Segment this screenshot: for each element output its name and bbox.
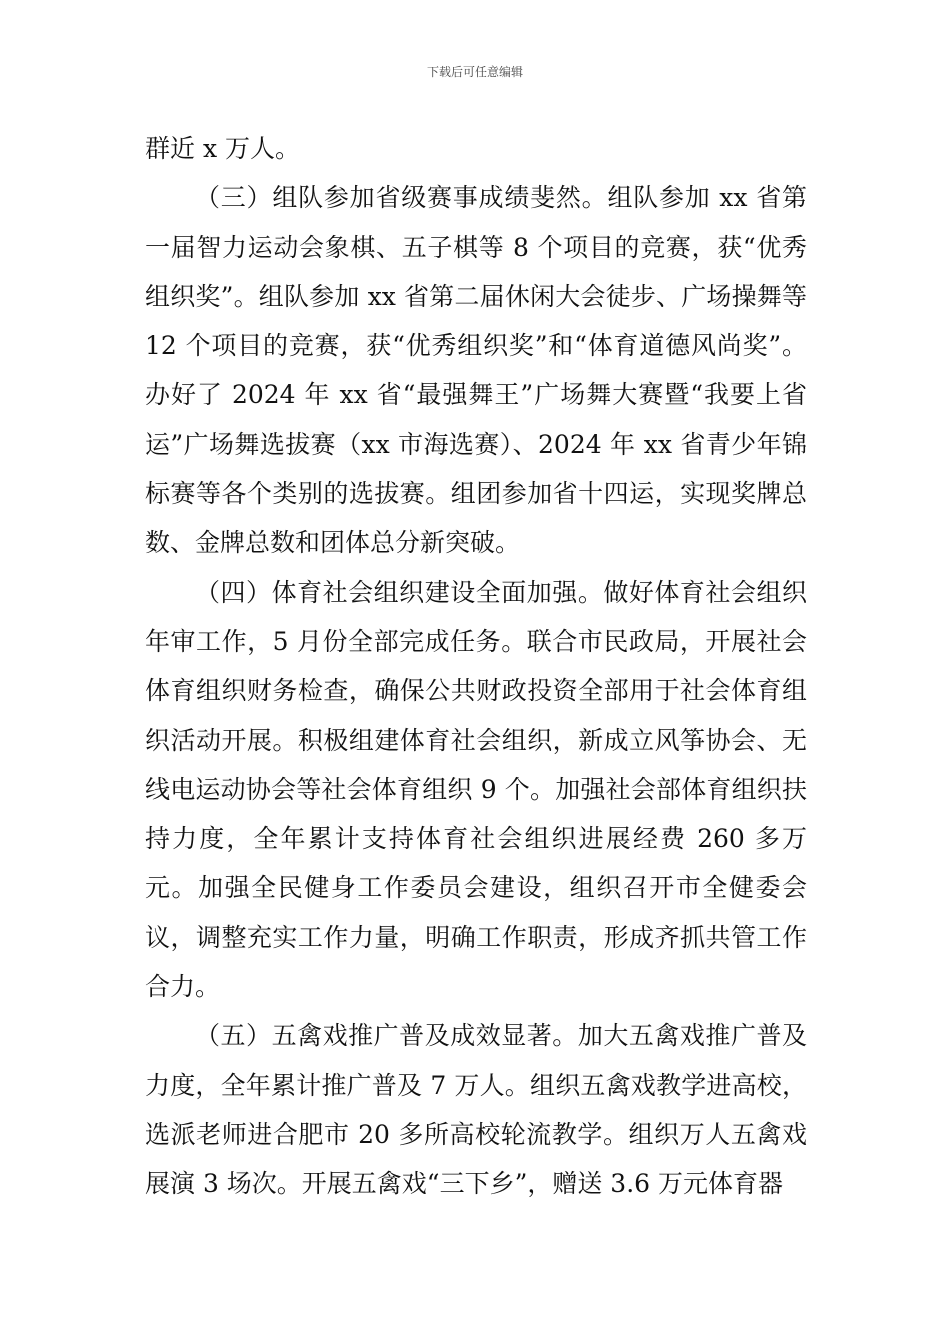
paragraph-section-5: （五）五禽戏推广普及成效显著。加大五禽戏推广普及力度，全年累计推广普及 7 万人。组织五禽戏教学进高校，选派老师进合肥市 20 多所高校轮流教学。组织万人五禽戏展演 3 场次。开展五禽戏“三下乡”，赠送 3.6 万元体育器 [145,1021,807,1199]
paragraph-section-3: （三）组队参加省级赛事成绩斐然。组队参加 xx 省第一届智力运动会象棋、五子棋等 8 个项目的竞赛，获“优秀组织奖”。组队参加 xx 省第二届休闲大会徒步、广场操舞等 12 个项目的竞赛，获“优秀组织奖”和“体育道德风尚奖”。办好了 2024 年 xx 省“最强舞王”广场舞大赛暨“我要上省运”广场舞选拔赛（xx 市海选赛）、2024 年 xx 省青少年锦标赛等各个类别的选拔赛。组团参加省十四运，实现奖牌总数、金牌总数和团体总分新突破。 [145,183,807,558]
paragraph-continuation: 群近 x 万人。 [145,134,300,163]
document-body [145,124,807,1209]
paragraph-section-4: （四）体育社会组织建设全面加强。做好体育社会组织年审工作，5 月份全部完成任务。联合市民政局，开展社会体育组织财务检查，确保公共财政投资全部用于社会体育组织活动开展。积极组建体育社会组织，新成立风筝协会、无线电运动协会等社会体育组织 9 个。加强社会部体育组织扶持力度，全年累计支持体育社会组织进展经费 260 多万元。加强全民健身工作委员会建设，组织召开市全健委会议，调整充实工作力量，明确工作职责，形成齐抓共管工作合力。 [145,577,807,1002]
page-header: 下载后可任意编辑 [426,65,523,79]
